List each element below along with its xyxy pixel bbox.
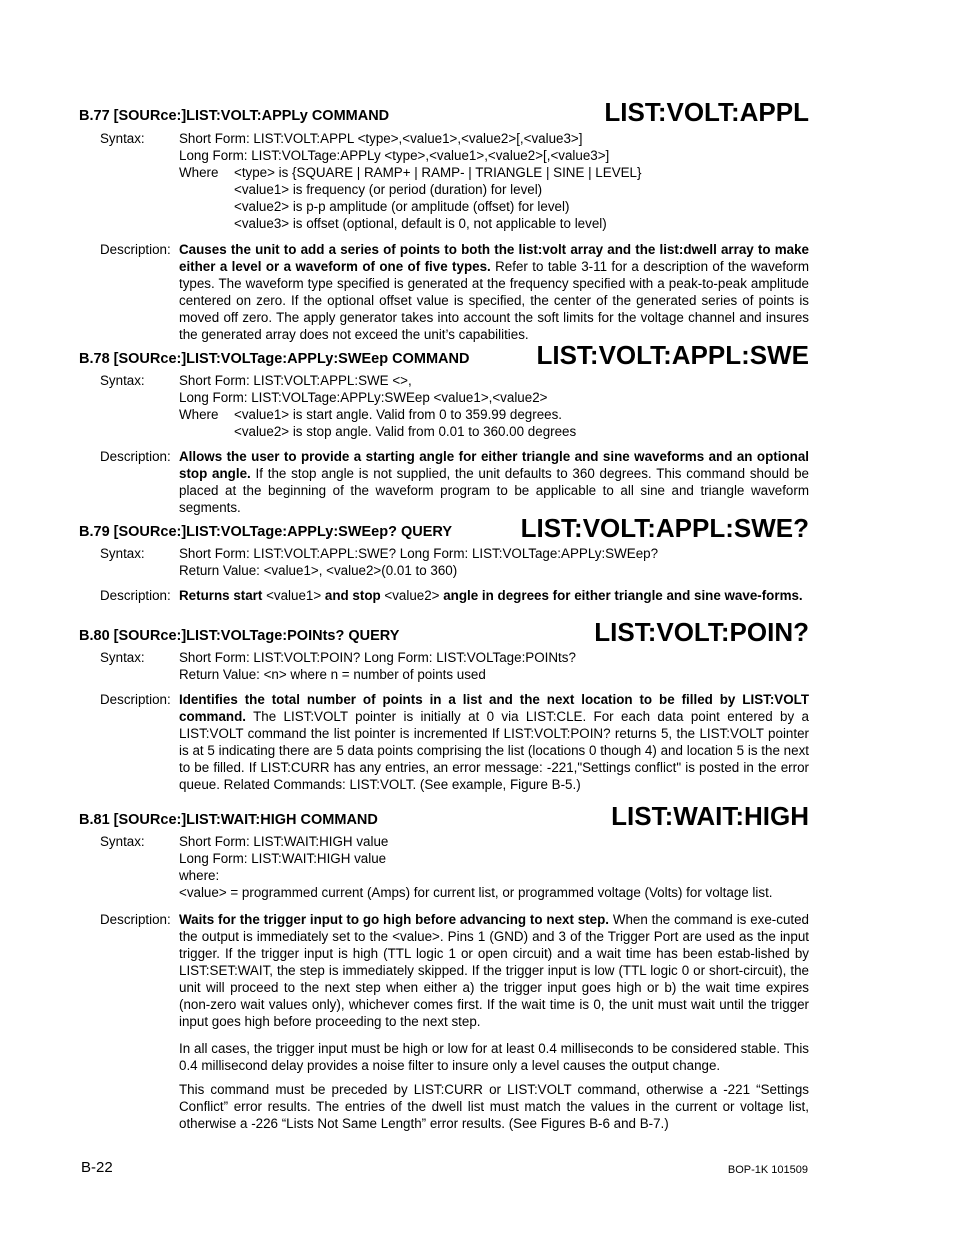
- syntax-label: Syntax:: [100, 546, 145, 561]
- description-label: Description:: [100, 242, 171, 257]
- command-banner: LIST:VOLT:APPL:SWE: [536, 340, 809, 370]
- where-line: <value2> is p-p amplitude (or amplitude (offset) for level): [234, 199, 570, 214]
- syntax-line: where:: [179, 868, 220, 883]
- where-text: <value1> is start angle. Valid from 0 to 359.99 degrees.: [234, 407, 563, 422]
- description-text: [179, 448, 809, 516]
- description-bold: Identifies the total number of points in a list and the next location to be filled by LIST:VOLT command.: [179, 692, 809, 724]
- where-text: <type> is {SQUARE | RAMP+ | RAMP- | TRIANGLE | SINE | LEVEL}: [234, 165, 642, 180]
- where-line: [179, 406, 809, 423]
- description-bold: Causes the unit to add a series of points to both the list:volt array and the list:dwell array to make either a level or a waveform of one of five types.: [179, 242, 809, 274]
- syntax-label: Syntax:: [100, 373, 145, 388]
- command-banner: LIST:VOLT:APPL: [604, 97, 809, 127]
- description-bold: Waits for the trigger input to go high before advancing to next step.: [179, 912, 610, 927]
- command-banner: LIST:WAIT:HIGH: [611, 801, 809, 831]
- syntax-label: Syntax:: [100, 131, 145, 146]
- syntax-label: Syntax:: [100, 650, 145, 665]
- syntax-line: Short Form: LIST:VOLT:APPL:SWE <>,: [179, 373, 412, 388]
- description-normal: <value2>: [384, 588, 440, 603]
- page-number: B-22: [81, 1159, 113, 1176]
- description-label: Description:: [100, 449, 171, 464]
- where-label: Where: [179, 407, 219, 422]
- document-id: BOP-1K 101509: [727, 1164, 808, 1176]
- description-text: [179, 691, 809, 793]
- description-bold: and stop: [321, 588, 385, 603]
- section-title: B.79 [SOURce:]LIST:VOLTage:APPLy:SWEep? QUERY: [79, 524, 453, 540]
- description-bold: Allows the user to provide a starting angle for either triangle and sine waveforms and an optional stop angle.: [179, 449, 809, 481]
- description-text: [179, 241, 809, 343]
- where-line: <value1> is frequency (or period (duration) for level): [234, 182, 543, 197]
- syntax-line: Return Value: <n> where n = number of points used: [179, 667, 486, 682]
- where-label: Where: [179, 165, 219, 180]
- section-title: B.81 [SOURce:]LIST:WAIT:HIGH COMMAND: [79, 812, 378, 828]
- section-heading-b78: [79, 337, 809, 371]
- syntax-line: Long Form: LIST:VOLTage:APPLy <type>,<value1>,<value2>[,<value3>]: [179, 148, 610, 163]
- section-heading-b80: [79, 614, 809, 648]
- description-text: [179, 911, 809, 1030]
- description-bold: angle in degrees for either triangle and sine wave-forms.: [439, 588, 803, 603]
- section-heading-b77: [79, 94, 809, 128]
- description-rest: If the stop angle is not supplied, the unit defaults to 360 degrees. This command should be placed at the beginning of the waveform program to be applicable to all sine and triangle waveform segments.: [179, 466, 809, 515]
- syntax-label: Syntax:: [100, 834, 145, 849]
- description-rest: When the command is exe-cuted the output is immediately set to the <value>. Pins 1 (GND) and 3 of the Trigger Port are used as the input trigger. If the trigger input is high (TTL logic 1 or open circuit) and a wait time has been estab-lished by LIST:SET:WAIT, the step is immediately skipped. If the trigger input is low (TTL logic 0 or short-circuit), the unit will proceed to the next step when either a) the trigger input goes high or b) the wait time expires (non-zero wait values only), whichever comes first. If the wait time is 0, the unit must wait until the trigger input goes high before proceeding to the next step.: [179, 912, 810, 1029]
- description-rest: The LIST:VOLT pointer is initially at 0 via LIST:CLE. For each data point entered by a LIST:VOLT command the list pointer is incremented If LIST:VOLT:POIN? returns 5, the LIST:VOLT pointer is at 5 indicating there are 5 data points comprising the list (locations 0 though 4) and location 5 is the next to be filled. If LIST:CURR has any entries, an error message: -221,"Settings conflict" is posted in the error queue. Related Commands: LIST:VOLT. (See example, Figure B-5.): [179, 709, 809, 792]
- paragraph: In all cases, the trigger input must be high or low for at least 0.4 milliseconds to be considered stable. This 0.4 millisecond delay provides a noise filter to insure only a level causes the output change.: [179, 1041, 809, 1073]
- syntax-line: Short Form: LIST:VOLT:APPL:SWE? Long Form: LIST:VOLTage:APPLy:SWEep?: [179, 546, 659, 561]
- syntax-line: Short Form: LIST:VOLT:APPL <type>,<value1>,<value2>[,<value3>]: [179, 131, 583, 146]
- syntax-line: <value> = programmed current (Amps) for current list, or programmed voltage (Volts) for voltage list.: [179, 885, 773, 900]
- syntax-line: Short Form: LIST:VOLT:POIN? Long Form: LIST:VOLTage:POINts?: [179, 650, 576, 665]
- section-title: B.80 [SOURce:]LIST:VOLTage:POINts? QUERY: [79, 628, 400, 644]
- section-title: B.78 [SOURce:]LIST:VOLTage:APPLy:SWEep COMMAND: [79, 351, 470, 367]
- where-line: [179, 164, 809, 181]
- section-heading-b79: [79, 510, 809, 544]
- description-label: Description:: [100, 588, 171, 603]
- syntax-line: Short Form: LIST:WAIT:HIGH value: [179, 834, 389, 849]
- description-text: [179, 587, 809, 604]
- syntax-line: Long Form: LIST:WAIT:HIGH value: [179, 851, 387, 866]
- where-line: <value3> is offset (optional, default is 0, not applicable to level): [234, 216, 607, 231]
- description-bold: Returns start: [179, 588, 267, 603]
- where-line: <value2> is stop angle. Valid from 0.01 to 360.00 degrees: [234, 424, 577, 439]
- section-heading-b81: [79, 798, 809, 832]
- paragraph: This command must be preceded by LIST:CURR or LIST:VOLT command, otherwise a -221 “Settings Conflict” error results. The entries of the dwell list must match the values in the current or voltage list, otherwise a -226 “Lists Not Same Length” error results. (See Figures B-6 and B-7.): [179, 1082, 809, 1131]
- syntax-line: Return Value: <value1>, <value2>(0.01 to 360): [179, 563, 458, 578]
- description-rest: Refer to table 3-11 for a description of the waveform types. The waveform type specified is generated at the frequency specified with a peak-to-peak amplitude centered on zero. If the optional offset value is specified, the center of the generated series of points is moved off zero. The apply generator takes into account the soft limits for the voltage channel and insures the generated array does not exceed the unit’s capabilities.: [179, 259, 809, 342]
- description-label: Description:: [100, 912, 171, 927]
- syntax-line: Long Form: LIST:VOLTage:APPLy:SWEep <value1>,<value2>: [179, 390, 548, 405]
- command-banner: LIST:VOLT:POIN?: [594, 617, 809, 647]
- section-title: B.77 [SOURce:]LIST:VOLT:APPLy COMMAND: [79, 108, 390, 124]
- command-banner: LIST:VOLT:APPL:SWE?: [520, 513, 809, 543]
- description-normal: <value1>: [266, 588, 322, 603]
- description-label: Description:: [100, 692, 171, 707]
